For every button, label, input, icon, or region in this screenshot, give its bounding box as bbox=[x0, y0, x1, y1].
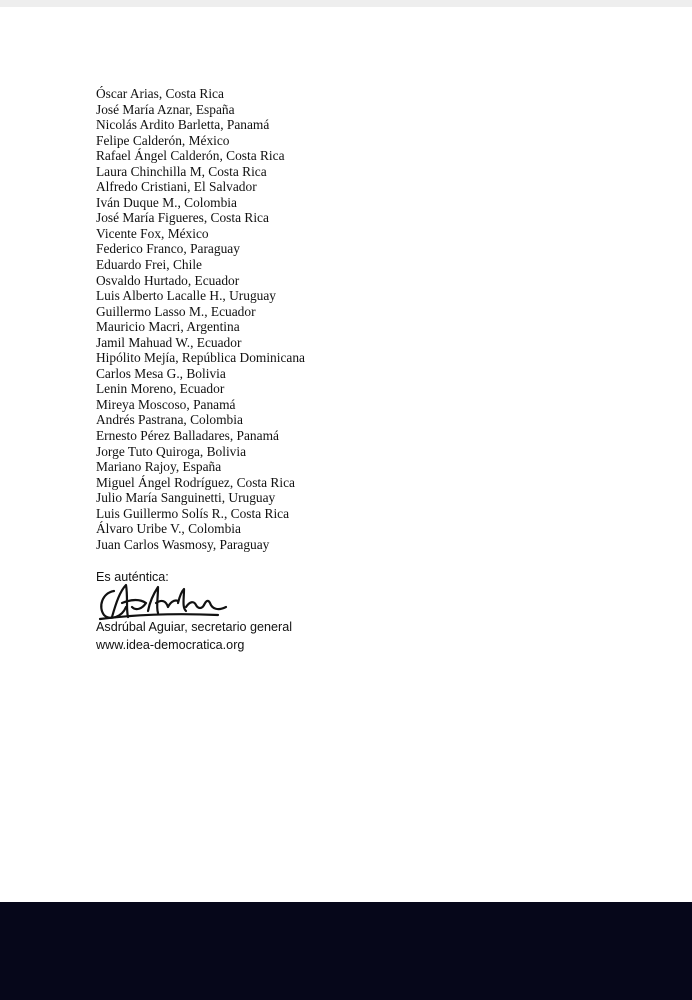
website-link[interactable]: www.idea-democratica.org bbox=[96, 638, 245, 652]
signatory: Álvaro Uribe V., Colombia bbox=[96, 521, 241, 537]
signer-name: Asdrúbal Aguiar, secretario general bbox=[96, 620, 293, 634]
signatory: José María Aznar, España bbox=[96, 101, 235, 117]
signatory: Mariano Rajoy, España bbox=[96, 459, 222, 475]
signatory: Iván Duque M., Colombia bbox=[96, 194, 237, 210]
signatory: Óscar Arias, Costa Rica bbox=[96, 86, 224, 101]
signatories-list bbox=[96, 86, 305, 552]
signatory: Mireya Moscoso, Panamá bbox=[96, 396, 236, 412]
signatory: Miguel Ángel Rodríguez, Costa Rica bbox=[96, 474, 295, 490]
signatory: Hipólito Mejía, República Dominicana bbox=[96, 350, 305, 366]
signatory: Felipe Calderón, México bbox=[96, 132, 230, 148]
signatory: Lenin Moreno, Ecuador bbox=[96, 381, 225, 397]
signatory: Jamil Mahuad W., Ecuador bbox=[96, 334, 242, 350]
signatory: José María Figueres, Costa Rica bbox=[96, 210, 269, 226]
signatory: Osvaldo Hurtado, Ecuador bbox=[96, 272, 240, 288]
signatory: Rafael Ángel Calderón, Costa Rica bbox=[96, 148, 285, 164]
bottom-bar bbox=[0, 902, 692, 1000]
signatory: Nicolás Ardito Barletta, Panamá bbox=[96, 117, 270, 133]
signatory: Ernesto Pérez Balladares, Panamá bbox=[96, 428, 279, 444]
signatory: Alfredo Cristiani, El Salvador bbox=[96, 179, 257, 195]
signatory: Federico Franco, Paraguay bbox=[96, 241, 240, 257]
signatory: Eduardo Frei, Chile bbox=[96, 257, 202, 273]
signatory: Jorge Tuto Quiroga, Bolivia bbox=[96, 443, 247, 459]
signatory: Mauricio Macri, Argentina bbox=[96, 319, 240, 335]
signatory: Carlos Mesa G., Bolivia bbox=[96, 365, 226, 381]
signatory: Juan Carlos Wasmosy, Paraguay bbox=[96, 536, 270, 552]
signatory: Vicente Fox, México bbox=[96, 225, 209, 241]
signatory: Luis Alberto Lacalle H., Uruguay bbox=[96, 288, 276, 304]
signatory: Julio María Sanguinetti, Uruguay bbox=[96, 490, 276, 506]
authentication-label: Es auténtica: bbox=[96, 570, 169, 584]
signatory: Guillermo Lasso M., Ecuador bbox=[96, 303, 256, 319]
signatory: Laura Chinchilla M, Costa Rica bbox=[96, 163, 267, 179]
top-bar bbox=[0, 0, 692, 7]
signatory: Andrés Pastrana, Colombia bbox=[96, 412, 243, 428]
signatory: Luis Guillermo Solís R., Costa Rica bbox=[96, 505, 290, 521]
